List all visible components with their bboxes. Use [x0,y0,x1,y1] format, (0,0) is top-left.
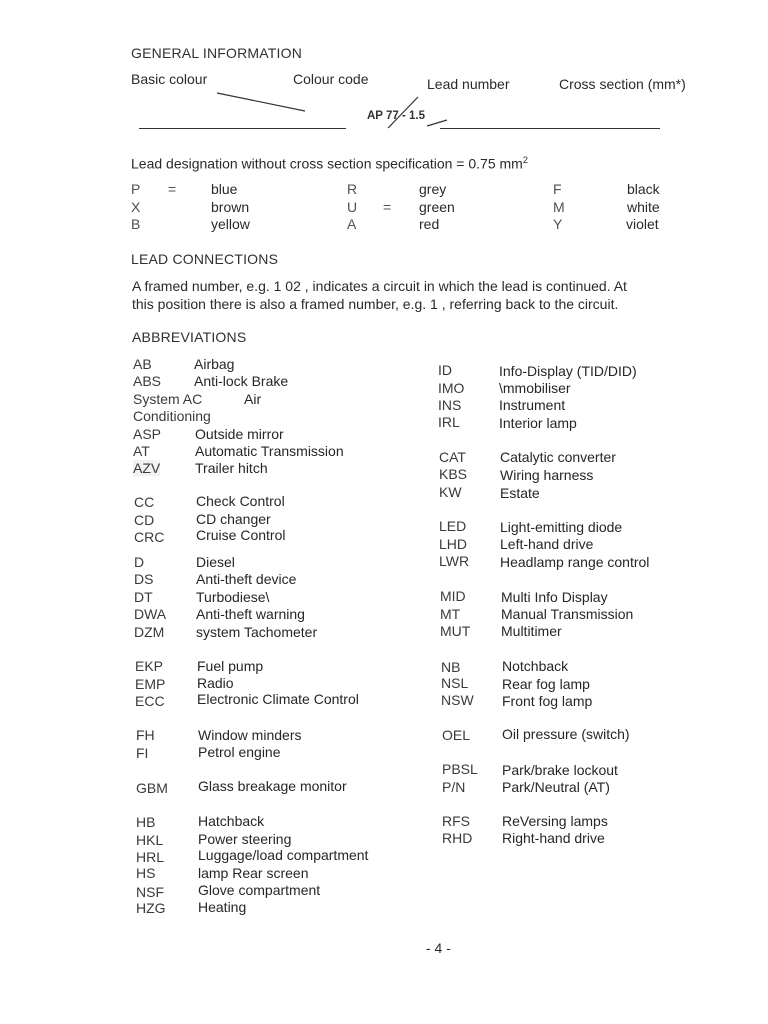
abbreviations-heading: ABBREVIATIONS [132,329,247,345]
abbr-code: ABS [133,373,162,389]
abbr-desc: Info-Display (TID/DID) [499,363,637,379]
abbr-code: NSF [136,884,164,900]
lead-designation-text: Lead designation without cross section specification = 0.75 $mm^2$ [131,155,528,172]
abbr-desc: Light-emitting diode [500,519,623,535]
abbr-desc: ReVersing lamps [502,813,608,829]
abbr-code: LED [439,518,467,534]
abbr-desc: Check Control [196,493,285,509]
colour-white: white [627,199,660,215]
abbr-code: DS [134,571,154,587]
colour-blue: blue [211,181,238,197]
colour-grey: grey [419,181,447,197]
abbr-desc: Anti-theft device [196,571,297,587]
equals-sign: = [168,181,177,197]
abbr-desc: CD changer [196,511,271,527]
abbr-code: DZM [134,624,165,640]
abbr-desc: Interior lamp [499,415,577,431]
abbr-desc: Luggage/load compartment [198,847,369,863]
abbr-desc: Oil pressure (switch) [502,726,630,742]
abbr-desc: \mmobiliser [499,380,571,396]
colour-code-f: F [553,181,562,197]
abbr-desc: Hatchback [198,813,265,829]
abbr-desc: Airbag [194,356,235,372]
abbr-code: LWR [439,553,470,569]
abbr-desc: Outside mirror [195,426,284,442]
lead-diagram-code: AP 77 - 1.5 [367,110,425,122]
abbr-desc: system Tachometer [196,624,318,640]
abbr-desc: Turbodiese\ [196,589,270,605]
abbr-desc: Trailer hitch [195,460,268,476]
abbr-desc: Glass breakage monitor [198,778,347,794]
equals-sign: = [383,199,392,215]
abbr-code: FH [136,727,155,743]
abbr-code: CRC [134,529,165,545]
abbr-desc: Left-hand drive [500,536,594,552]
abbr-desc: Air [244,391,262,407]
abbr-code: DWA [134,606,167,622]
colour-code-label: Colour code [293,71,369,87]
abbr-code: EKP [135,658,164,674]
abbr-desc: Power steering [198,831,292,847]
cross-section-label: Cross section (mm*) [559,76,686,92]
abbr-desc: Park/Neutral (AT) [502,779,610,795]
abbr-desc: Park/brake lockout [502,762,618,778]
abbr-desc: Petrol engine [198,744,281,760]
abbr-code: KW [439,484,462,500]
abbr-code: AT [133,443,150,459]
colour-code-r: R [347,181,358,197]
abbr-code: DT [134,589,153,605]
abbr-desc: Diesel [196,554,235,570]
colour-yellow: yellow [211,216,250,232]
abbr-code: MT [440,606,461,622]
abbr-code: IRL [438,414,460,430]
abbr-code: ECC [135,693,165,709]
abbr-code: RFS [442,813,470,829]
colour-code-m: M [553,199,565,215]
abbr-code: CAT [439,449,466,465]
abbr-code: LHD [439,536,468,552]
abbr-desc: Automatic Transmission [195,443,344,459]
colour-code-y: Y [553,216,563,232]
abbr-code: HB [136,814,156,830]
lead-number-label: Lead number [427,76,510,92]
abbr-code: FI [136,745,149,761]
abbr-code: P/N [442,779,466,795]
abbr-code: HZG [136,900,166,916]
abbr-desc: Headlamp range control [500,554,650,570]
lead-connections-line-2: this position there is also a framed number, e.g. 1 , referring back to the circuit. [132,296,619,312]
abbr-desc: Notchback [502,658,569,674]
colour-black: black [627,181,660,197]
abbr-desc: Anti-theft warning [196,606,305,622]
abbr-code: CD [134,512,155,528]
abbr-desc: Manual Transmission [501,606,634,622]
colour-violet: violet [626,216,659,232]
basic-colour-label: Basic colour [131,71,208,87]
lead-line-right [440,128,660,129]
abbr-desc: Radio [197,675,234,691]
abbr-desc: Heating [198,899,247,915]
abbr-code: AZV [133,460,161,476]
colour-code-x: X [131,199,141,215]
abbr-desc: Wiring harness [500,467,594,483]
abbr-code: HS [136,865,156,881]
abbr-code: NB [441,659,461,675]
abbr-desc: Cruise Control [196,527,286,543]
lead-connections-line-1: A framed number, e.g. 1 02 , indicates a circuit in which the lead is continued. At [132,278,627,294]
lead-line-left [139,128,346,129]
abbr-desc: Rear fog lamp [502,676,590,692]
abbr-desc: Anti-lock Brake [194,373,289,389]
colour-red: red [419,216,440,232]
abbr-code: PBSL [442,761,478,777]
page-number: - 4 - [426,940,451,956]
abbr-code: ID [438,362,452,378]
abbr-code: RHD [442,830,473,846]
abbr-desc: Right-hand drive [502,830,605,846]
colour-code-b: B [131,216,141,232]
abbr-desc: Glove compartment [198,882,321,898]
abbr-code: HKL [136,832,164,848]
abbr-code: AB [133,356,152,372]
abbr-desc: Window minders [198,727,302,743]
abbr-code: D [134,554,145,570]
abbr-code: INS [438,397,462,413]
abbr-code: GBM [136,780,168,796]
abbr-desc: Front fog lamp [502,693,593,709]
abbr-code: OEL [442,727,471,743]
abbr-code: MID [440,588,466,604]
abbr-desc: Estate [500,485,540,501]
lead-connections-heading: LEAD CONNECTIONS [131,251,279,267]
colour-brown: brown [211,199,250,215]
colour-code-p: P [131,181,141,197]
abbr-desc: Catalytic converter [500,449,616,465]
abbr-code: NSW [441,692,474,708]
abbr-desc: Electronic Climate Control [197,691,359,707]
abbr-code: System AC [133,391,203,407]
abbr-code: NSL [441,675,469,691]
abbr-code: ASP [133,426,162,442]
abbr-code: EMP [135,676,166,692]
colour-code-a: A [347,216,357,232]
abbr-code: MUT [440,623,471,639]
abbr-code: IMO [438,380,465,396]
colour-code-u: U [347,199,358,215]
abbr-desc: Fuel pump [197,658,264,674]
abbr-desc: Multi Info Display [501,589,608,605]
abbr-code: Conditioning [133,408,211,424]
general-information-heading: GENERAL INFORMATION [131,45,303,61]
abbr-code: KBS [439,466,468,482]
abbr-desc: Instrument [499,397,566,413]
colour-green: green [419,199,455,215]
abbr-code: HRL [136,849,165,865]
abbr-desc: Multitimer [501,623,562,639]
abbr-desc: lamp Rear screen [198,865,309,881]
abbr-code: CC [134,494,155,510]
